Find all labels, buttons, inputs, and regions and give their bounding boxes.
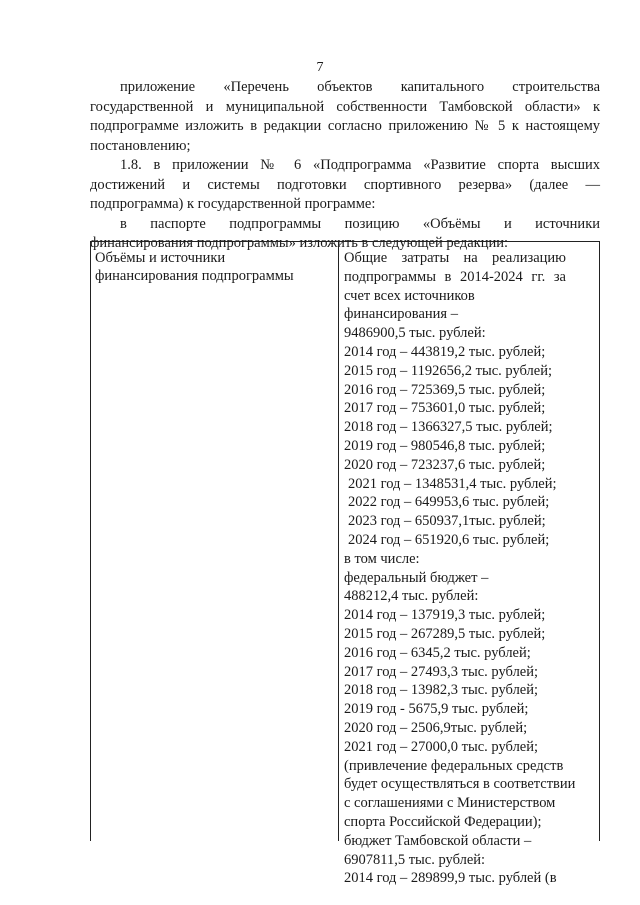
right-cell-line: подпрограммы в 2014-2024 гг. за: [344, 268, 566, 285]
right-cell-line: 2018 год – 13982,3 тыс. рублей;: [344, 682, 539, 699]
right-cell-line: 2023 год – 650937,1тыс. рублей;: [348, 513, 546, 530]
item-line: подпрограмма) к государственной программе:: [90, 196, 376, 212]
right-cell-line: 6907811,5 тыс. рублей:: [344, 851, 486, 868]
right-cell-line: 2014 год – 443819,2 тыс. рублей;: [344, 343, 546, 360]
right-cell-line: 2020 год – 723237,6 тыс. рублей;: [344, 456, 546, 473]
right-cell-line: 2014 год – 137919,3 тыс. рублей;: [344, 607, 546, 624]
right-cell-line: 2021 год – 27000,0 тыс. рублей;: [344, 738, 539, 755]
right-cell-line: 488212,4 тыс. рублей:: [344, 588, 479, 605]
intro-line: постановлению;: [90, 137, 191, 154]
intro-line: государственной и муниципальной собственности Тамбовской области» к: [90, 98, 600, 115]
right-cell-line: 2024 год – 651920,6 тыс. рублей;: [348, 531, 550, 548]
table-left-cell: [95, 249, 335, 285]
right-cell-line: Общие затраты на реализацию: [344, 250, 566, 266]
left-cell-line: Объёмы и источники: [95, 250, 226, 266]
right-cell-line: (привлечение федеральных средств: [344, 757, 564, 774]
item-line: финансирования подпрограммы» изложить в следующей редакции:: [90, 235, 509, 251]
right-cell-line: в том числе:: [344, 550, 420, 567]
right-cell-line: 9486900,5 тыс. рублей:: [344, 325, 486, 342]
right-cell-line: 2019 год - 5675,9 тыс. рублей;: [344, 701, 529, 718]
right-cell-line: 2014 год – 289899,9 тыс. рублей (в: [344, 870, 557, 887]
right-cell-line: федеральный бюджет –: [344, 569, 489, 586]
right-cell-line: 2015 год – 267289,5 тыс. рублей;: [344, 625, 546, 642]
intro-paragraph: [90, 78, 600, 156]
page-number: 7: [316, 60, 324, 75]
right-cell-line: 2016 год – 6345,2 тыс. рублей;: [344, 644, 531, 661]
item-line: 1.8. в приложении № 6 «Подпрограмма «Развитие спорта высших: [120, 157, 600, 173]
right-cell-line: 2018 год – 1366327,5 тыс. рублей;: [344, 419, 553, 436]
left-cell-line: финансирования подпрограммы: [95, 268, 294, 284]
right-cell-line: 2016 год – 725369,5 тыс. рублей;: [344, 381, 546, 398]
right-cell-line: финансирования –: [344, 306, 458, 323]
right-cell-line: бюджет Тамбовской области –: [344, 832, 532, 849]
intro-line: приложение «Перечень объектов капитального строительства: [120, 79, 600, 95]
right-cell-line: 2020 год – 2506,9тыс. рублей;: [344, 719, 528, 736]
right-cell-line: 2022 год – 649953,6 тыс. рублей;: [348, 494, 550, 511]
right-cell-line: 2021 год – 1348531,4 тыс. рублей;: [348, 475, 557, 492]
right-cell-line: спорта Российской Федерации);: [344, 813, 542, 830]
table-column-divider: [338, 242, 339, 841]
right-cell-line: с соглашениями с Министерством: [344, 795, 556, 812]
right-cell-line: счет всех источников: [344, 287, 475, 304]
item-line: достижений и системы подготовки спортивного резерва» (далее —: [90, 176, 600, 193]
right-cell-line: 2015 год – 1192656,2 тыс. рублей;: [344, 362, 552, 379]
right-cell-line: 2017 год – 27493,3 тыс. рублей;: [344, 663, 539, 680]
funding-table: [90, 241, 600, 887]
item-line: в паспорте подпрограммы позицию «Объёмы и источники: [120, 215, 600, 232]
item-1-8-paragraph: [90, 156, 600, 254]
right-cell-line: 2017 год – 753601,0 тыс. рублей;: [344, 400, 546, 417]
table-right-cell: [344, 249, 599, 888]
right-cell-line: будет осуществляться в соответствии: [344, 776, 576, 793]
intro-line: подпрограмме изложить в редакции согласно приложению № 5 к настоящему: [90, 118, 600, 134]
right-cell-line: 2019 год – 980546,8 тыс. рублей;: [344, 437, 546, 454]
